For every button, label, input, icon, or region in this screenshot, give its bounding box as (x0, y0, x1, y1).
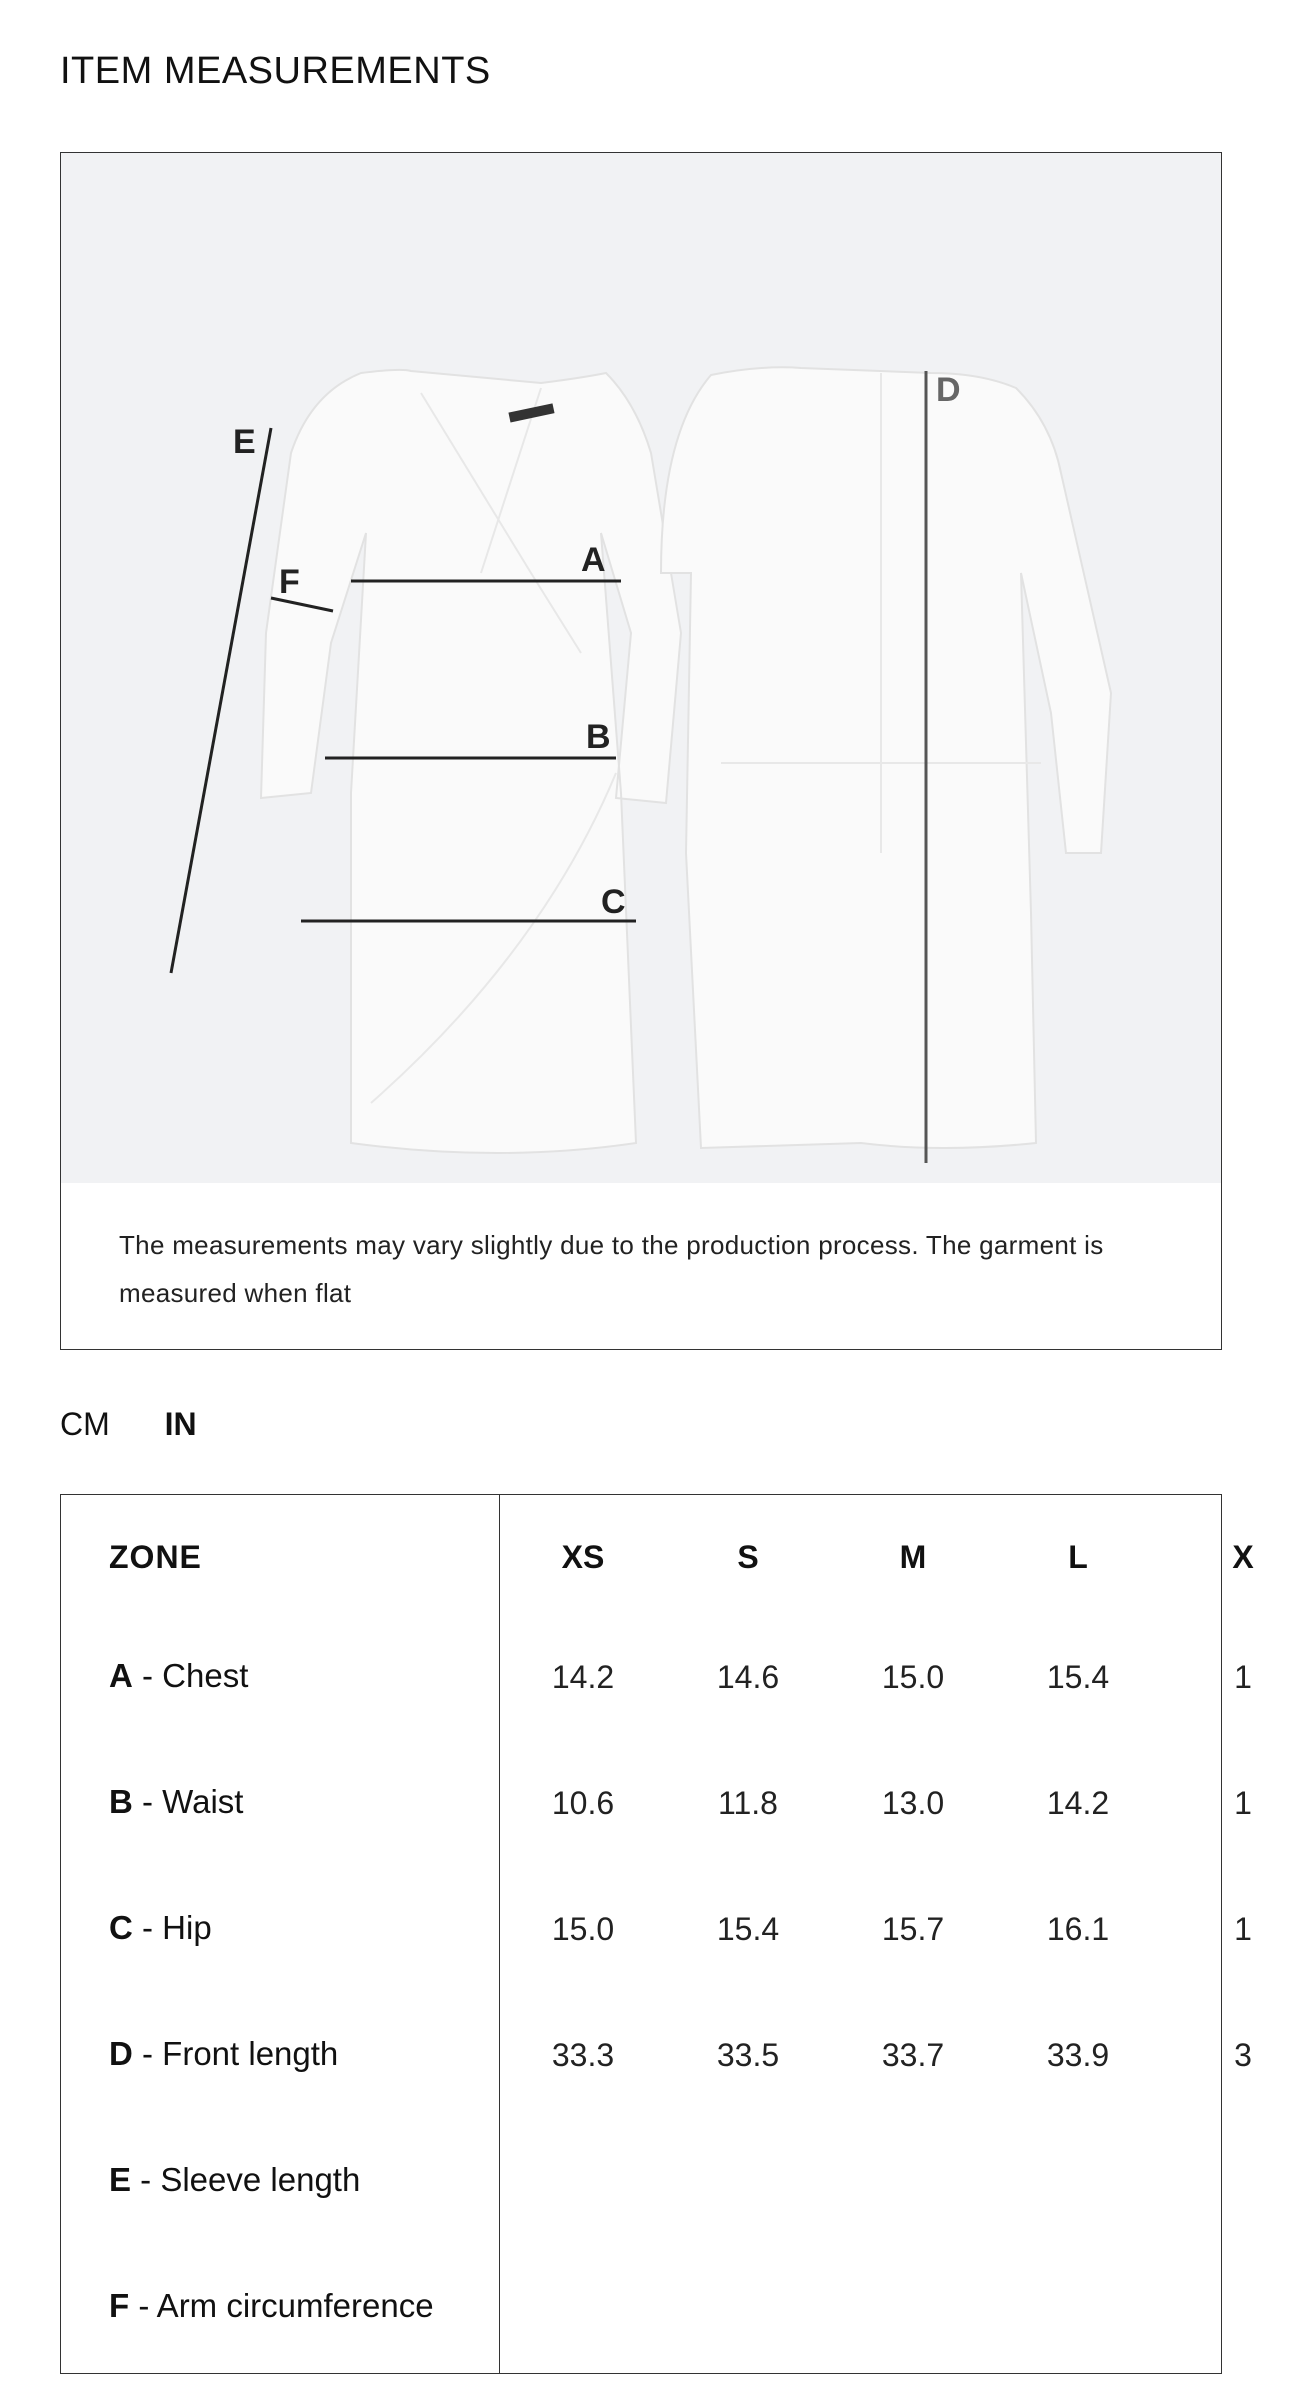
cell-waist-xs: 10.6 (551, 1785, 615, 1821)
page-title: ITEM MEASUREMENTS (60, 50, 491, 92)
zone-row-front-length: D - Front length (109, 2035, 339, 2072)
cell-chest-l: 15.4 (1046, 1659, 1110, 1695)
cell-hip-m: 15.7 (881, 1911, 945, 1947)
cell-hip-l: 16.1 (1046, 1911, 1110, 1947)
cell-hip-xs: 15.0 (551, 1911, 615, 1947)
cell-front-length-l: 33.9 (1046, 2037, 1110, 2073)
label-a: A (581, 541, 606, 579)
zone-row-hip: C - Hip (109, 1909, 212, 1946)
cell-hip-s: 15.4 (716, 1911, 780, 1947)
size-header-xl: X (1232, 1539, 1254, 1575)
sleeve-line (171, 428, 271, 973)
zone-header: ZONE (109, 1539, 202, 1575)
cell-chest-s: 14.6 (716, 1659, 780, 1695)
cell-waist-m: 13.0 (881, 1785, 945, 1821)
label-c: C (601, 883, 626, 921)
zone-row-sleeve-length: E - Sleeve length (109, 2161, 361, 2198)
label-e: E (233, 423, 256, 461)
cell-front-length-xs: 33.3 (551, 2037, 615, 2073)
dress-illustration (61, 153, 1221, 1183)
sizes-scroll-area[interactable] (501, 1495, 1254, 2373)
cell-waist-xl: 1 (1234, 1785, 1252, 1821)
unit-cm-button[interactable]: CM (60, 1406, 110, 1442)
size-header-l: L (1068, 1539, 1088, 1575)
cell-front-length-s: 33.5 (716, 2037, 780, 2073)
zone-row-waist: B - Waist (109, 1783, 244, 1820)
measurement-table (60, 1494, 1254, 2374)
cell-front-length-m: 33.7 (881, 2037, 945, 2073)
unit-toggle (60, 1406, 243, 1443)
zone-row-chest: A - Chest (109, 1657, 249, 1694)
cell-chest-xl: 1 (1234, 1659, 1252, 1695)
size-header-m: M (899, 1539, 927, 1575)
measurement-guide-card (60, 152, 1222, 1350)
measurement-disclaimer: The measurements may vary slightly due to the production process. The garment is measured when flat (119, 1230, 1104, 1308)
zone-column (61, 1495, 500, 2373)
size-header-xs: XS (561, 1539, 605, 1575)
unit-in-button[interactable]: IN (164, 1406, 197, 1442)
garment-measurement-image (61, 153, 1221, 1183)
cell-hip-xl: 1 (1234, 1911, 1252, 1947)
size-header-s: S (737, 1539, 759, 1575)
label-d: D (936, 371, 961, 409)
label-b: B (586, 718, 611, 756)
cell-waist-s: 11.8 (718, 1785, 778, 1821)
cell-waist-l: 14.2 (1046, 1785, 1110, 1821)
cell-chest-xs: 14.2 (551, 1659, 615, 1695)
cell-chest-m: 15.0 (881, 1659, 945, 1695)
zone-row-arm-circumference: F - Arm circumference (109, 2287, 434, 2324)
cell-front-length-xl: 3 (1234, 2037, 1252, 2073)
label-f: F (279, 563, 300, 601)
